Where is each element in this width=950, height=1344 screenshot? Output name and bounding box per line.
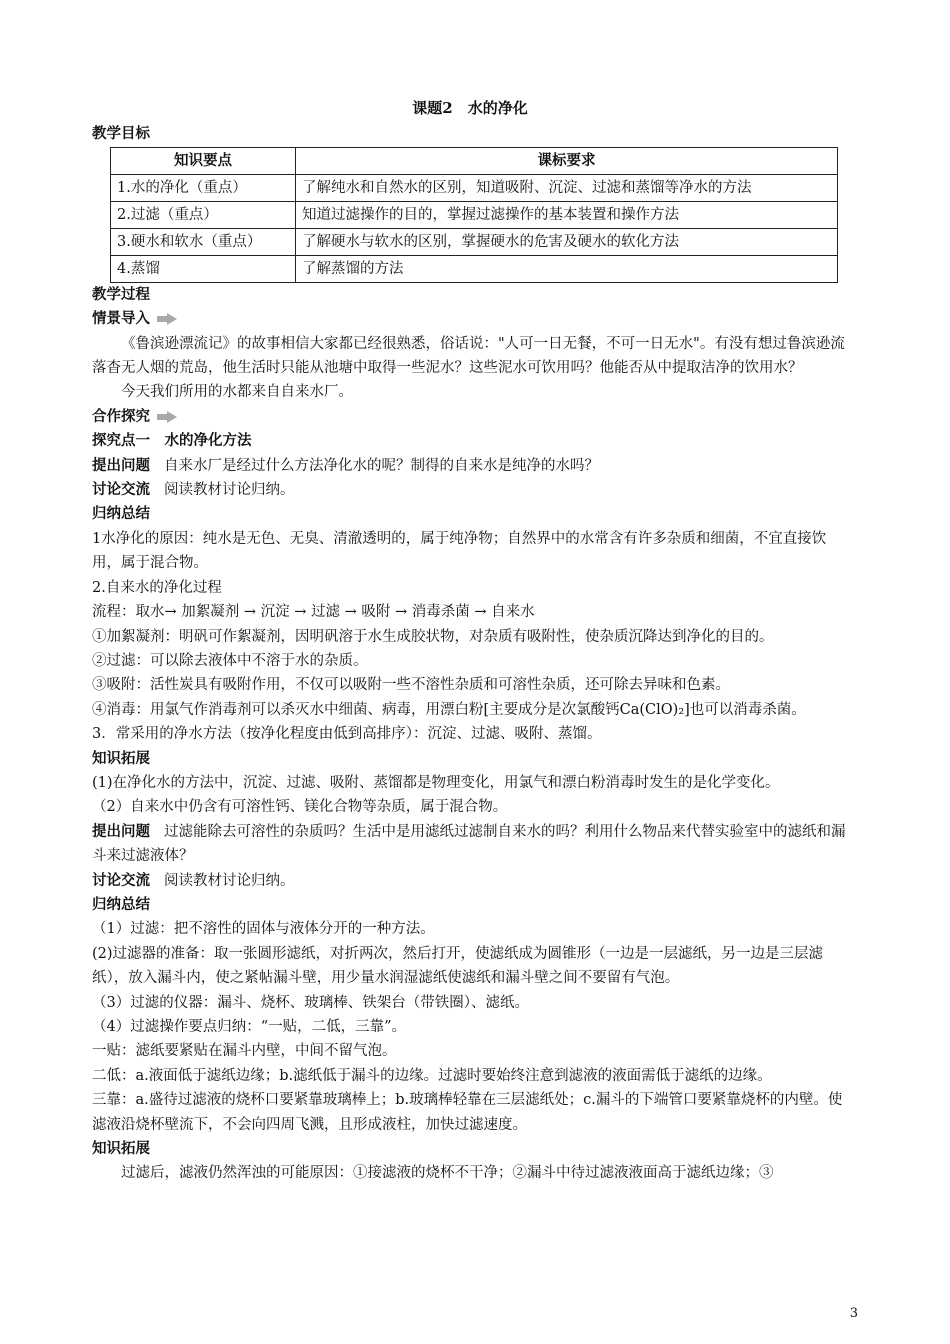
- intro-heading-row: [92, 307, 848, 331]
- intro-paragraph: 今天我们所用的水都来自自来水厂。: [121, 384, 353, 401]
- summary-item: ④消毒：用氯气作消毒剂可以杀灭水中细菌、病毒，用漂白粉[主要成分是次氯酸钙Ca(ClO)₂]也可以消毒杀菌。: [92, 701, 806, 718]
- table-cell: 2.过滤（重点）: [111, 201, 296, 228]
- page-title: 课题2 水的净化: [412, 99, 528, 117]
- coop-heading: 合作探究: [92, 408, 150, 425]
- table-header-row: [111, 147, 838, 174]
- table-row: [111, 201, 838, 228]
- summary-item: (2)过滤器的准备：取一张圆形滤纸，对折两次，然后打开，使滤纸成为圆锥形（一边是一层滤纸，另一边是三层滤纸），放入漏斗内，使之紧帖漏斗壁，用少量水润湿滤纸使滤纸和漏斗壁之间不要留有气泡。: [92, 945, 824, 987]
- question-text: 自来水厂是经过什么方法净化水的呢？制得的自来水是纯净的水吗？: [164, 457, 599, 474]
- summary-heading: 归纳总结: [92, 506, 150, 523]
- table-header: 课标要求: [296, 147, 838, 174]
- summary-item: ③吸附：活性炭具有吸附作用，不仅可以吸附一些不溶性杂质和可溶性杂质，还可除去异味和色素。: [92, 677, 730, 694]
- document-page: [92, 96, 848, 1186]
- table-cell: 1.水的净化（重点）: [111, 174, 296, 201]
- process-heading: 教学过程: [92, 286, 150, 303]
- question-line: [92, 820, 848, 869]
- discussion-line: [92, 869, 848, 893]
- summary-item: 流程：取水→ 加絮凝剂 → 沉淀 → 过滤 → 吸附 → 消毒杀菌 → 自来水: [92, 604, 535, 621]
- extension-item: (1)在净化水的方法中，沉淀、过滤、吸附、蒸馏都是物理变化，用氯气和漂白粉消毒时发生的是化学变化。: [92, 774, 780, 791]
- question-line: [92, 454, 848, 478]
- extension-heading: 知识拓展: [92, 750, 150, 767]
- extension-item: （2）自来水中仍含有可溶性钙、镁化合物等杂质，属于混合物。: [92, 799, 508, 816]
- discussion-text: 阅读教材讨论归纳。: [164, 482, 295, 499]
- table-cell: 了解蒸馏的方法: [296, 255, 838, 282]
- summary-item: 2.自来水的净化过程: [92, 579, 222, 596]
- section-heading: 探究点一 水的净化方法: [92, 433, 252, 450]
- summary-item: （1）过滤：把不溶性的固体与液体分开的一种方法。: [92, 921, 435, 938]
- summary-item: ①加絮凝剂：明矾可作絮凝剂，因明矾溶于水生成胶状物，对杂质有吸附性，使杂质沉降达到净化的目的。: [92, 628, 774, 645]
- summary-item: 二低：a.液面低于滤纸边缘；b.滤纸低于漏斗的边缘。过滤时要始终注意到滤液的液面需低于滤纸的边缘。: [92, 1067, 772, 1084]
- extension-heading: 知识拓展: [92, 1141, 150, 1158]
- table-cell: 4.蒸馏: [111, 255, 296, 282]
- discussion-text: 阅读教材讨论归纳。: [164, 872, 295, 889]
- page-number: 3: [849, 1306, 858, 1321]
- table-cell: 知道过滤操作的目的，掌握过滤操作的基本装置和操作方法: [296, 201, 838, 228]
- summary-item: （4）过滤操作要点归纳：“一贴，二低，三靠”。: [92, 1019, 407, 1035]
- table-cell: 了解纯水和自然水的区别，知道吸附、沉淀、过滤和蒸馏等净水的方法: [296, 174, 838, 201]
- question-label: 提出问题: [92, 457, 150, 474]
- table-row: [111, 174, 838, 201]
- arrow-right-icon: [157, 313, 177, 325]
- goals-table: [110, 147, 838, 283]
- discussion-label: 讨论交流: [92, 872, 150, 889]
- table-cell: 3.硬水和软水（重点）: [111, 228, 296, 255]
- summary-item: 3．常采用的净水方法（按净化程度由低到高排序）：沉淀、过滤、吸附、蒸馏。: [92, 726, 602, 743]
- table-cell: 了解硬水与软水的区别，掌握硬水的危害及硬水的软化方法: [296, 228, 838, 255]
- summary-item: 一贴：滤纸要紧贴在漏斗内壁，中间不留气泡。: [92, 1043, 397, 1060]
- summary-item: 1水净化的原因：纯水是无色、无臭、清澈透明的，属于纯净物；自然界中的水常含有许多杂质和细菌，不宜直接饮用，属于混合物。: [92, 530, 827, 572]
- goals-heading: 教学目标: [92, 126, 150, 143]
- discussion-label: 讨论交流: [92, 482, 150, 499]
- question-label: 提出问题: [92, 823, 150, 840]
- summary-item: 三靠：a.盛待过滤液的烧杯口要紧靠玻璃棒上；b.玻璃棒轻靠在三层滤纸处；c.漏斗的下端管口要紧靠烧杯的内壁。使滤液沿烧杯壁流下，不会向四周飞溅，且形成液柱，加快过滤速度。: [92, 1092, 843, 1133]
- intro-paragraph: 《鲁滨逊漂流记》的故事相信大家都已经很熟悉，俗话说："人可一日无餐，不可一日无水"。有没有想过鲁滨逊流落杳无人烟的荒岛，他生活时只能从池塘中取得一些泥水？这些泥水可饮用吗？他能否从中提取洁净的饮用水？: [92, 335, 845, 377]
- discussion-line: [92, 478, 848, 502]
- table-row: [111, 228, 838, 255]
- table-header: 知识要点: [111, 147, 296, 174]
- coop-heading-row: [92, 405, 848, 429]
- extension-item: 过滤后，滤液仍然浑浊的可能原因：①接滤液的烧杯不干净；②漏斗中待过滤液液面高于滤纸边缘；③: [121, 1165, 774, 1182]
- arrow-right-icon: [157, 411, 177, 423]
- summary-item: ②过滤：可以除去液体中不溶于水的杂质。: [92, 652, 368, 669]
- summary-item: （3）过滤的仪器：漏斗、烧杯、玻璃棒、铁架台（带铁圈）、滤纸。: [92, 994, 529, 1011]
- summary-heading: 归纳总结: [92, 896, 150, 913]
- question-text: 过滤能除去可溶性的杂质吗？生活中是用滤纸过滤制自来水的吗？利用什么物品来代替实验室中的滤纸和漏斗来过滤液体？: [92, 823, 846, 865]
- table-row: [111, 255, 838, 282]
- intro-heading: 情景导入: [92, 311, 150, 328]
